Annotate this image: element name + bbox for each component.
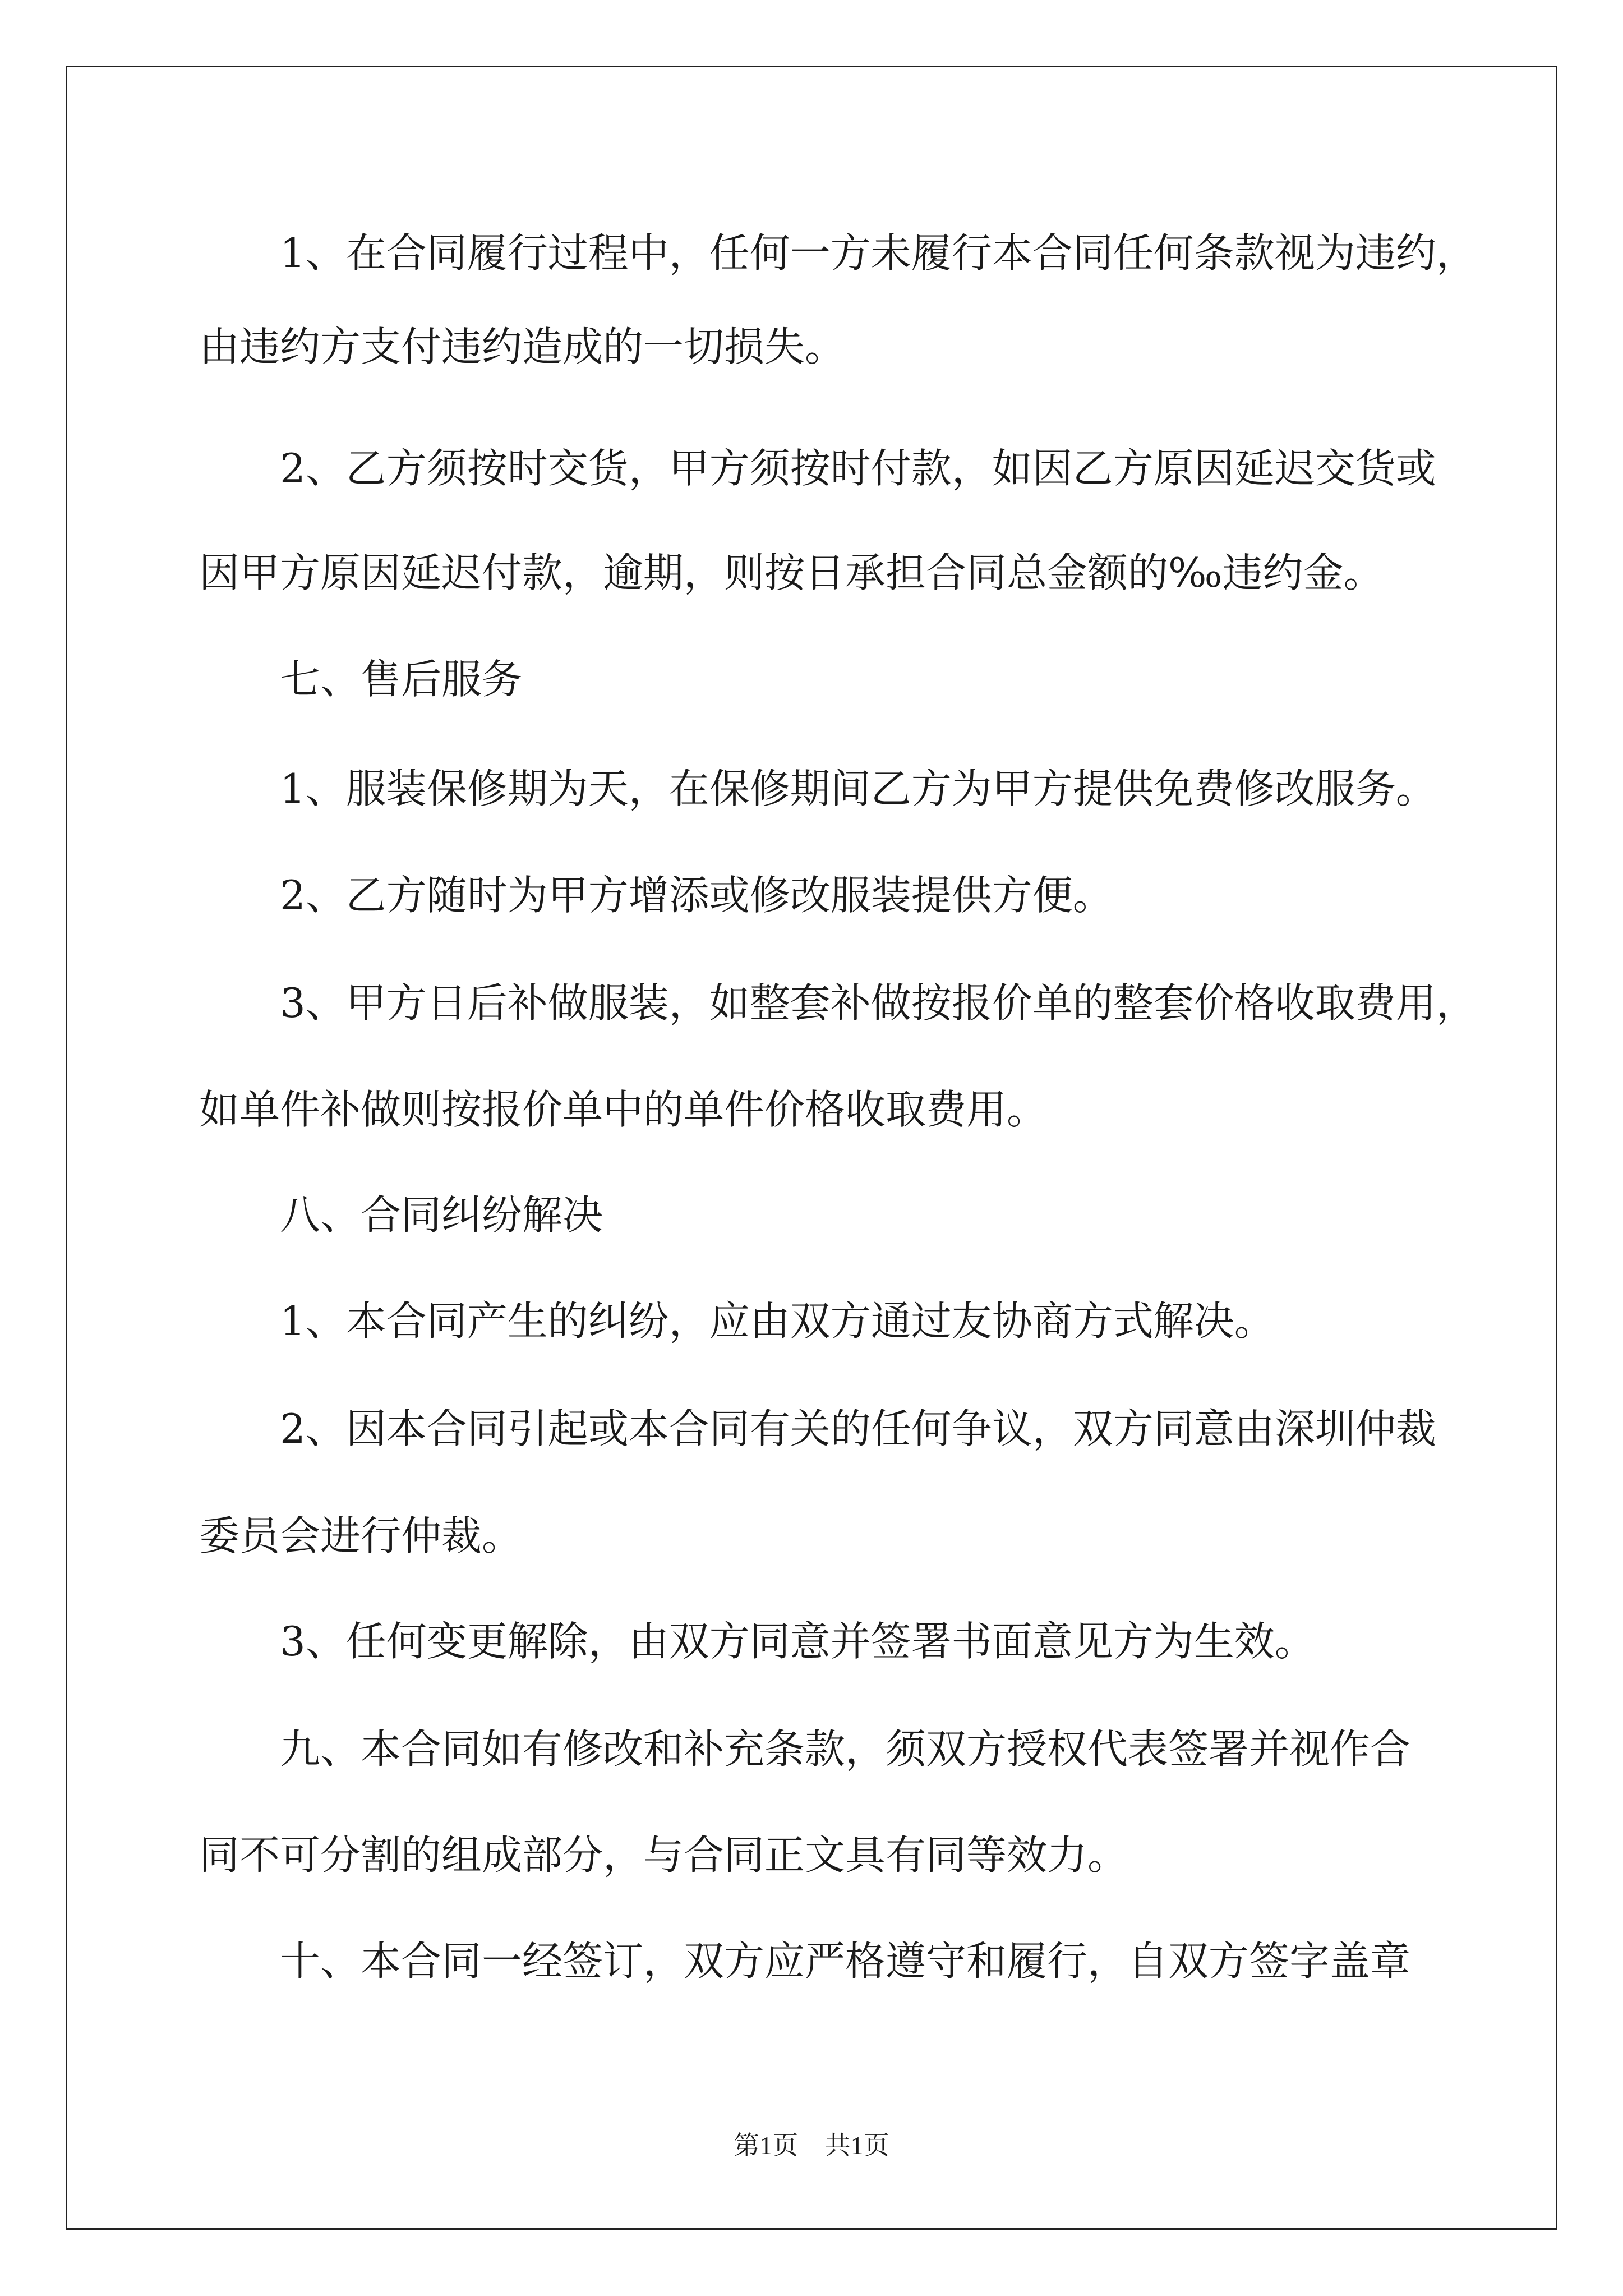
text-line: 委员会进行仲裁。 <box>199 1512 523 1559</box>
text-line: 由违约方支付违约造成的一切损失。 <box>199 323 846 370</box>
text-line: 同不可分割的组成部分，与合同正文具有同等效力。 <box>199 1832 1128 1879</box>
page-border <box>66 66 1557 2230</box>
text-line: 3、任何变更解除，由双方同意并签署书面意见方为生效。 <box>199 1618 1315 1665</box>
section-heading: 七、售后服务 <box>199 656 523 703</box>
text-line: 如单件补做则按报价单中的单件价格收取费用。 <box>199 1086 1048 1133</box>
text-line: 2、因本合同引起或本合同有关的任何争议，双方同意由深圳仲裁 <box>199 1405 1436 1452</box>
text-line: 因甲方原因延迟付款，逾期，则按日承担合同总金额的‰违约金。 <box>199 549 1384 596</box>
page-total: 共1页 <box>824 2131 889 2160</box>
page-footer <box>0 2129 1623 2162</box>
text-line: 3、甲方日后补做服装，如整套补做按报价单的整套价格收取费用， <box>199 979 1477 1027</box>
text-line: 九、本合同如有修改和补充条款，须双方授权代表签署并视作合 <box>199 1726 1411 1773</box>
text-line: 2、乙方须按时交货，甲方须按时付款，如因乙方原因延迟交货或 <box>199 445 1436 492</box>
text-line: 1、本合同产生的纠纷，应由双方通过友协商方式解决。 <box>199 1297 1275 1345</box>
text-line: 十、本合同一经签订，双方应严格遵守和履行，自双方签字盖章 <box>199 1938 1411 1985</box>
text-line: 1、在合同履行过程中，任何一方未履行本合同任何条款视为违约， <box>199 229 1477 277</box>
text-line: 1、服装保修期为天，在保修期间乙方为甲方提供免费修改服务。 <box>199 765 1436 812</box>
text-line: 2、乙方随时为甲方增添或修改服装提供方便。 <box>199 872 1113 919</box>
section-heading: 八、合同纠纷解决 <box>199 1191 603 1239</box>
page-number: 第1页 <box>734 2131 799 2160</box>
